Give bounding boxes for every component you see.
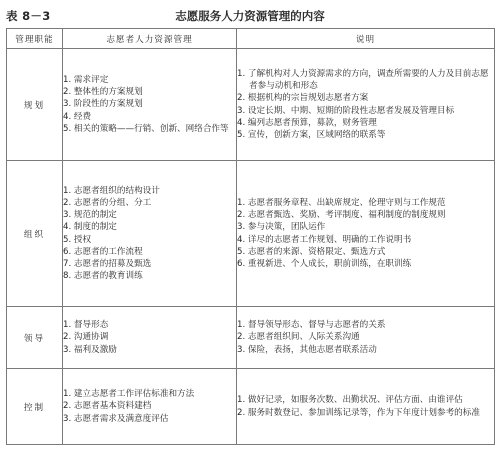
list-item: 1. 做好记录，如服务次数、出勤状况、评估方面、由谁评估 bbox=[237, 395, 463, 406]
table-number: 表 8－3 bbox=[6, 9, 51, 23]
list-item: 2. 整体性的方案规划 bbox=[63, 87, 143, 98]
content-cell-list bbox=[63, 388, 236, 425]
list-item: 8. 志愿者的教育训练 bbox=[63, 271, 143, 282]
list-item: 2. 服务时数登记、参加训练记录等，作为下年度计划参考的标准 bbox=[237, 407, 480, 418]
description-cell-list bbox=[237, 197, 494, 270]
management-table bbox=[6, 28, 495, 445]
list-item: 2. 志愿者基本资料建档 bbox=[63, 401, 152, 412]
content-cell-list bbox=[63, 74, 236, 135]
header-description: 说明 bbox=[237, 29, 495, 49]
list-item: 2. 志愿者甄选、奖励、考评制度、福利制度的制度规则 bbox=[237, 210, 446, 221]
list-item: 3. 阶段性的方案规划 bbox=[63, 99, 143, 110]
header-function: 管理职能 bbox=[7, 29, 63, 49]
header-row bbox=[7, 29, 495, 49]
list-item: 1. 督导领导形态、督导与志愿者的关系 bbox=[237, 320, 386, 331]
function-cell: 组织 bbox=[7, 161, 63, 307]
description-cell-list bbox=[237, 68, 494, 141]
list-item: 3. 志愿者需求及满意度评估 bbox=[63, 413, 169, 424]
list-item: 3. 规范的制定 bbox=[63, 210, 117, 221]
list-item: 6. 志愿者的工作流程 bbox=[63, 246, 143, 257]
content-cell bbox=[63, 307, 237, 369]
header-content: 志愿者人力资源管理 bbox=[63, 29, 237, 49]
list-item: 5. 相关的策略——行销、创新、网络合作等 bbox=[63, 123, 229, 134]
content-cell bbox=[63, 161, 237, 307]
list-item: 2. 沟通协调 bbox=[63, 332, 109, 343]
table-caption bbox=[6, 6, 494, 24]
list-item: 2. 根据机构的宗旨规划志愿者方案 bbox=[237, 93, 369, 104]
list-item: 1. 督导形态 bbox=[63, 320, 109, 331]
table-row bbox=[7, 161, 495, 307]
function-cell: 规划 bbox=[7, 49, 63, 161]
list-item: 5. 授权 bbox=[63, 234, 92, 245]
description-cell bbox=[237, 49, 495, 161]
list-item: 2. 志愿者的分组、分工 bbox=[63, 197, 152, 208]
content-cell-list bbox=[63, 319, 236, 356]
list-item: 1. 志愿者组织的结构设计 bbox=[63, 185, 160, 196]
list-item: 4. 编列志愿者预算，募款，财务管理 bbox=[237, 117, 377, 128]
list-item: 3. 福利及激励 bbox=[63, 344, 117, 355]
list-item: 5. 宣传，创新方案，区域网络的联系等 bbox=[237, 129, 386, 140]
content-cell-list bbox=[63, 185, 236, 283]
list-item: 1. 了解机构对人力资源需求的方向，调查所需要的人力及目前志愿者参与动机和形态 bbox=[237, 68, 489, 92]
list-item: 1. 建立志愿者工作评估标准和方法 bbox=[63, 389, 195, 400]
list-item: 4. 制度的制定 bbox=[63, 222, 117, 233]
description-cell-list bbox=[237, 394, 494, 418]
list-item: 4. 经费 bbox=[63, 111, 92, 122]
list-item: 3. 参与决策，团队运作 bbox=[237, 222, 326, 233]
table-row bbox=[7, 369, 495, 445]
function-cell: 领导 bbox=[7, 307, 63, 369]
list-item: 4. 详尽的志愿者工作规划、明确的工作说明书 bbox=[237, 234, 412, 245]
table-row bbox=[7, 307, 495, 369]
content-cell bbox=[63, 49, 237, 161]
list-item: 7. 志愿者的招募及甄选 bbox=[63, 258, 152, 269]
list-item: 6. 重视新进、个人成长，职前训练，在职训练 bbox=[237, 258, 412, 269]
list-item: 1. 需求评定 bbox=[63, 74, 109, 85]
list-item: 1. 志愿者服务章程、出缺席规定、伦理守则与工作规范 bbox=[237, 197, 446, 208]
table-row bbox=[7, 49, 495, 161]
list-item: 2. 志愿者组织间、人际关系沟通 bbox=[237, 332, 360, 343]
list-item: 5. 志愿者的来源、资格限定、甄选方式 bbox=[237, 246, 386, 257]
table-title: 志愿服务人力资源管理的内容 bbox=[175, 9, 325, 23]
function-cell: 控制 bbox=[7, 369, 63, 445]
list-item: 3. 保险，表扬，其他志愿者联系活动 bbox=[237, 344, 377, 355]
description-cell bbox=[237, 307, 495, 369]
description-cell bbox=[237, 161, 495, 307]
description-cell-list bbox=[237, 319, 494, 356]
content-cell bbox=[63, 369, 237, 445]
list-item: 3. 设定长期、中期、短期的阶段性志愿者发展及管理目标 bbox=[237, 105, 455, 116]
description-cell bbox=[237, 369, 495, 445]
